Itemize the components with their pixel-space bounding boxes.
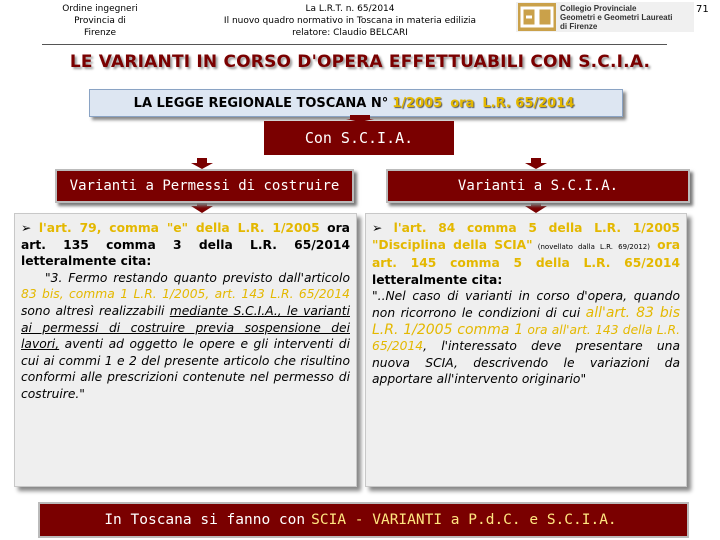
left-intro: letteralmente cita:: [21, 254, 152, 269]
footer-highlight: SCIA - VARIANTI a P.d.C. e S.C.I.A.: [311, 512, 617, 528]
page-number: 71: [696, 4, 709, 15]
right-column-heading: Varianti a S.C.I.A.: [386, 169, 690, 203]
footer-text: In Toscana si fanno con: [104, 512, 306, 528]
arrow-down-icon: [525, 158, 547, 169]
left-quote-end: aventi ad oggetto le opere e gli interventi di cui ai commi 1 e 2 del presente articolo che risultino conformi alle prescrizioni contenute nel permesso di costruire.": [21, 337, 350, 401]
right-ref-note: (novellato dalla L.R. 69/2012): [532, 242, 650, 251]
law-old-ref: 1/2005: [392, 95, 443, 111]
right-column-text: [365, 213, 687, 487]
left-paragraph: [21, 220, 350, 270]
footer-banner: [38, 502, 689, 538]
slide-title: LE VARIANTI IN CORSO D'OPERA EFFETTUABILI CON S.C.I.A.: [69, 52, 651, 72]
header-line: relatore: Claudio BELCARI: [292, 28, 408, 38]
scia-box: Con S.C.I.A.: [264, 121, 454, 155]
header-line: La L.R.T. n. 65/2014: [305, 4, 395, 14]
header-line: Il nuovo quadro normativo in Toscana in materia edilizia: [223, 16, 477, 26]
left-column-text: [14, 213, 357, 487]
arrow-down-icon: [191, 158, 213, 169]
organizer-line: Ordine ingegneri: [62, 4, 138, 14]
right-ref-old: l'art. 84 comma 5 della L.R. 1/2005 "Disciplina della SCIA": [372, 221, 680, 252]
logo-text: Collegio Provinciale Geometri e Geometri Laureati di Firenze: [560, 3, 673, 31]
right-paragraph: [372, 220, 680, 288]
right-quote-ref2: ora all'art. 143 della L.R. 65/2014: [372, 322, 680, 354]
right-intro: letteralmente cita:: [372, 272, 503, 287]
right-quote: [372, 288, 680, 388]
left-quote-ref: 83 bis: [21, 287, 60, 302]
left-column-heading: Varianti a Permessi di costruire: [55, 169, 354, 203]
left-quote-underlined: mediante S.C.I.A., le varianti ai permessi di costruire previa sospensione dei lavori,: [21, 303, 350, 352]
left-quote-ref2: , comma 1 L.R. 1/2005, art. 143 L.R. 65/2014: [59, 287, 350, 302]
bullet-arrow-icon: ➢: [21, 221, 39, 235]
arrow-down-icon: [346, 115, 374, 122]
organizer-line: Provincia di: [74, 16, 126, 26]
left-ref-new: ora art. 135 comma 3 della L.R. 65/2014: [21, 221, 350, 252]
left-ref-old: l'art. 79, comma "e" della L.R. 1/2005: [38, 221, 320, 235]
right-quote-start: "..Nel caso di varianti in corso d'opera, quando non ricorrono le condizioni di cui: [372, 289, 680, 320]
right-ref-new: ora art. 145 comma 5 della L.R. 65/2014: [372, 237, 680, 271]
left-quote-mid: sono altresì realizzabili: [21, 303, 170, 318]
law-ora: ora: [450, 95, 475, 111]
law-new-ref: L.R. 65/2014: [482, 95, 575, 111]
bullet-arrow-icon: ➢: [372, 221, 394, 235]
law-prefix: LA LEGGE REGIONALE TOSCANA N°: [133, 95, 389, 111]
right-quote-end: , l'interessato deve presentare una nuova SCIA, descrivendo le variazioni da apportare all'intervento originario": [372, 339, 680, 387]
organizer-line: Firenze: [83, 28, 117, 38]
right-quote-ref: all'art. 83 bis L.R. 1/2005 comma 1: [372, 304, 680, 338]
left-quote-start: "3. Fermo restando quanto previsto dall'articolo: [45, 270, 350, 285]
left-quote: [21, 270, 350, 403]
